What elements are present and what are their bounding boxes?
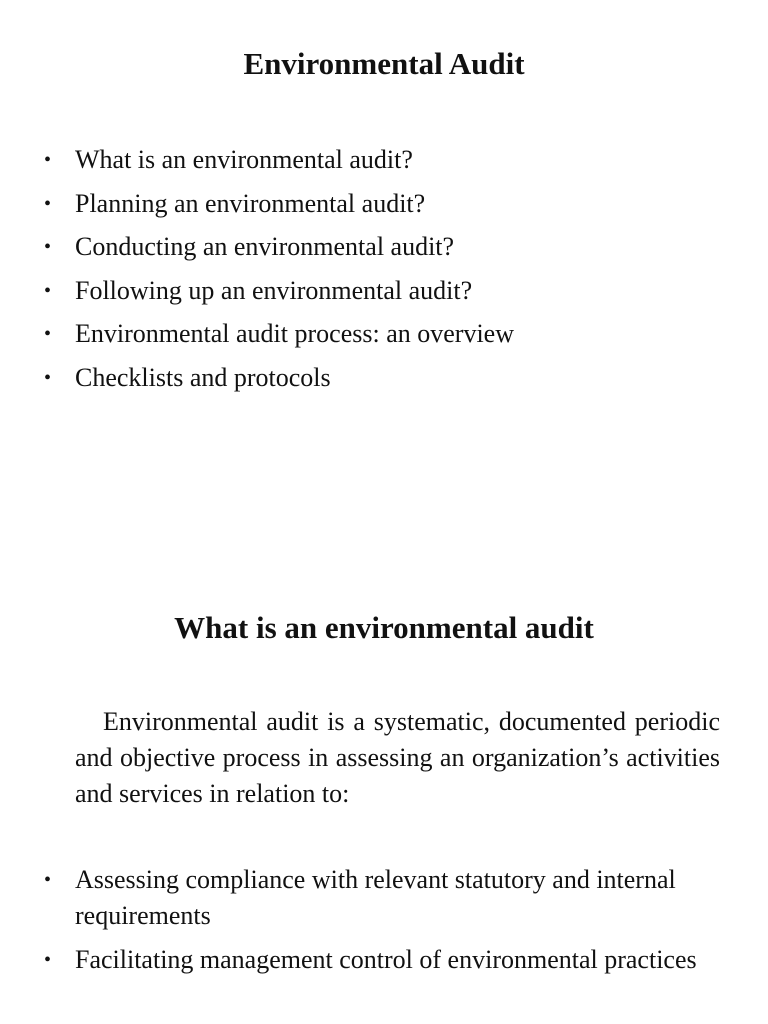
definition-paragraph: Environmental audit is a systematic, documented periodic and objective process in assessing an organization’s activities and services in relation to:	[75, 707, 720, 808]
purpose-list	[0, 862, 768, 986]
list-item-text: Facilitating management control of environmental practices	[75, 945, 697, 974]
list-item	[0, 142, 768, 178]
bullet-icon: •	[44, 192, 52, 215]
bullet-icon: •	[44, 236, 52, 258]
list-item	[0, 942, 768, 978]
list-item	[0, 273, 768, 309]
list-item-text: Planning an environmental audit?	[75, 188, 426, 218]
bullet-icon: •	[44, 149, 52, 171]
list-item-text: Conducting an environmental audit?	[75, 232, 455, 261]
list-item	[0, 862, 768, 934]
bullet-icon: •	[44, 869, 52, 891]
list-item	[0, 360, 768, 396]
topic-list	[0, 142, 768, 403]
slide-definition	[0, 560, 768, 1024]
bullet-icon: •	[44, 949, 52, 971]
list-item-text: What is an environmental audit?	[75, 145, 413, 174]
slide-title: Environmental Audit	[243, 46, 525, 81]
list-item	[0, 229, 768, 265]
list-item	[0, 186, 768, 222]
bullet-icon: •	[44, 366, 52, 389]
list-item-text: Checklists and protocols	[75, 362, 331, 392]
slide-title: What is an environmental audit	[174, 610, 594, 645]
list-item	[0, 316, 768, 352]
bullet-icon: •	[44, 279, 52, 302]
list-item-text: Following up an environmental audit?	[75, 275, 473, 305]
list-item-text: Assessing compliance with relevant statutory and internal requirements	[75, 865, 676, 930]
list-item-text: Environmental audit process: an overview	[75, 319, 514, 348]
bullet-icon: •	[44, 323, 52, 345]
